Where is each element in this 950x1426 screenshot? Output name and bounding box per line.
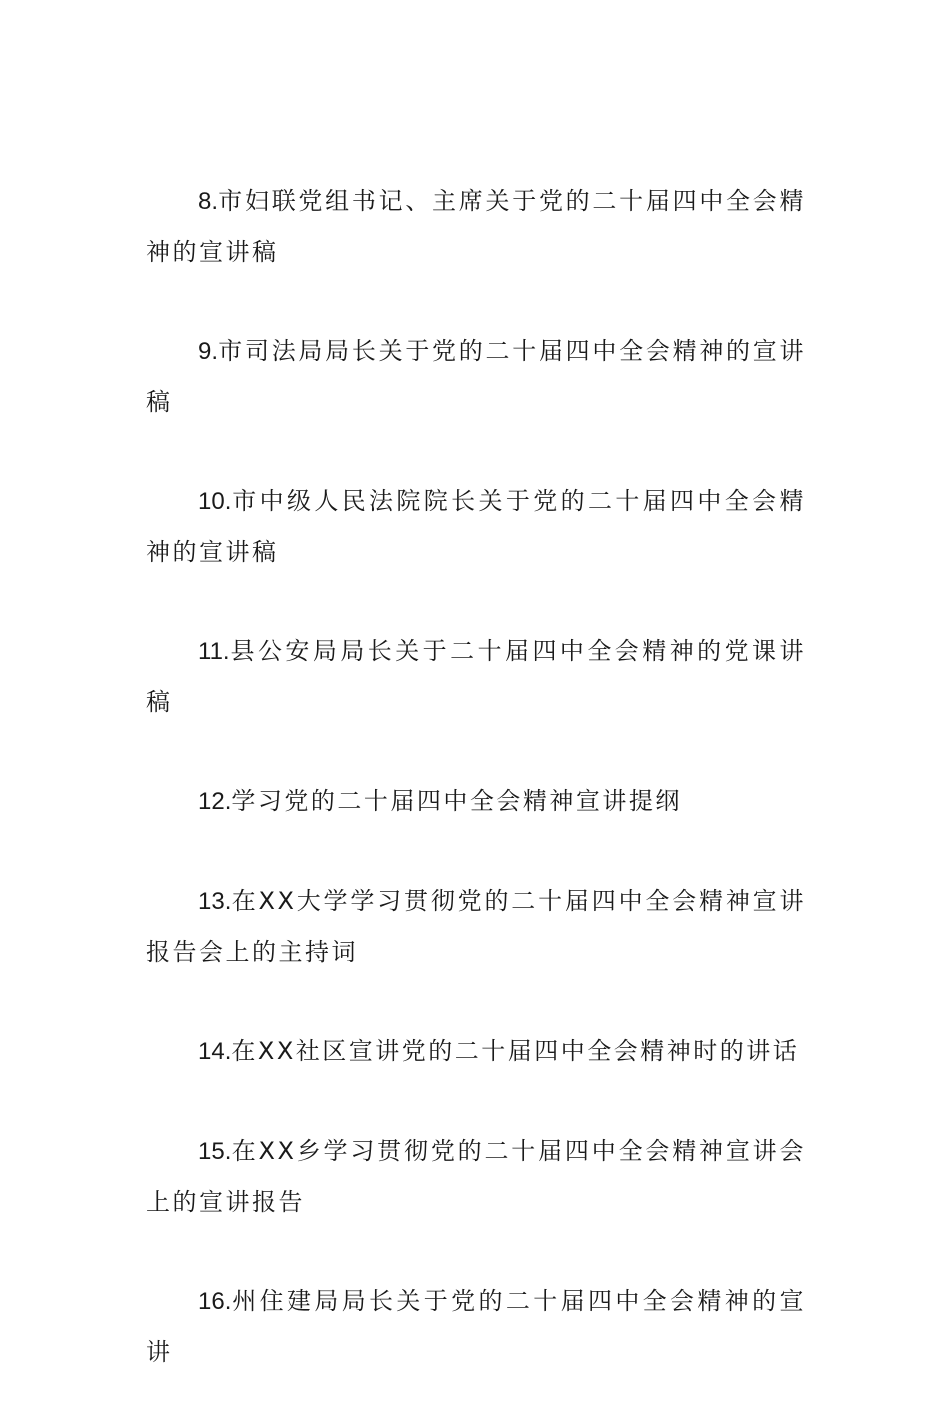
list-item [146, 326, 806, 427]
item-number: 15. [198, 1138, 232, 1165]
list-item [146, 1126, 806, 1227]
item-text: 州住建局局长关于党的二十届四中全会精神的宣讲 [146, 1287, 806, 1366]
item-text: 在XX乡学习贯彻党的二十届四中全会精神宣讲会上的宣讲报告 [146, 1137, 806, 1216]
item-number: 16. [198, 1288, 232, 1315]
list-item [146, 176, 806, 277]
item-text: 市妇联党组书记、主席关于党的二十届四中全会精神的宣讲稿 [146, 187, 806, 266]
list-item [146, 476, 806, 577]
item-number: 8. [198, 188, 219, 215]
item-number: 10. [198, 488, 232, 515]
item-number: 12. [198, 788, 232, 815]
item-text: 学习党的二十届四中全会精神宣讲提纲 [231, 787, 682, 815]
list-item [146, 626, 806, 727]
item-text: 在XX大学学习贯彻党的二十届四中全会精神宣讲报告会上的主持词 [146, 887, 806, 966]
item-number: 9. [198, 338, 219, 365]
list-item [146, 776, 806, 827]
document-list [146, 176, 806, 1426]
list-item [146, 876, 806, 977]
item-number: 14. [198, 1038, 232, 1065]
item-text: 市司法局局长关于党的二十届四中全会精神的宣讲稿 [146, 337, 806, 416]
item-text: 县公安局局长关于二十届四中全会精神的党课讲稿 [146, 637, 806, 716]
list-item [146, 1026, 806, 1077]
item-number: 13. [198, 888, 232, 915]
item-number: 11. [198, 638, 230, 665]
item-text: 市中级人民法院院长关于党的二十届四中全会精神的宣讲稿 [146, 487, 806, 566]
item-text: 在XX社区宣讲党的二十届四中全会精神时的讲话 [231, 1037, 800, 1065]
list-item [146, 1276, 806, 1377]
